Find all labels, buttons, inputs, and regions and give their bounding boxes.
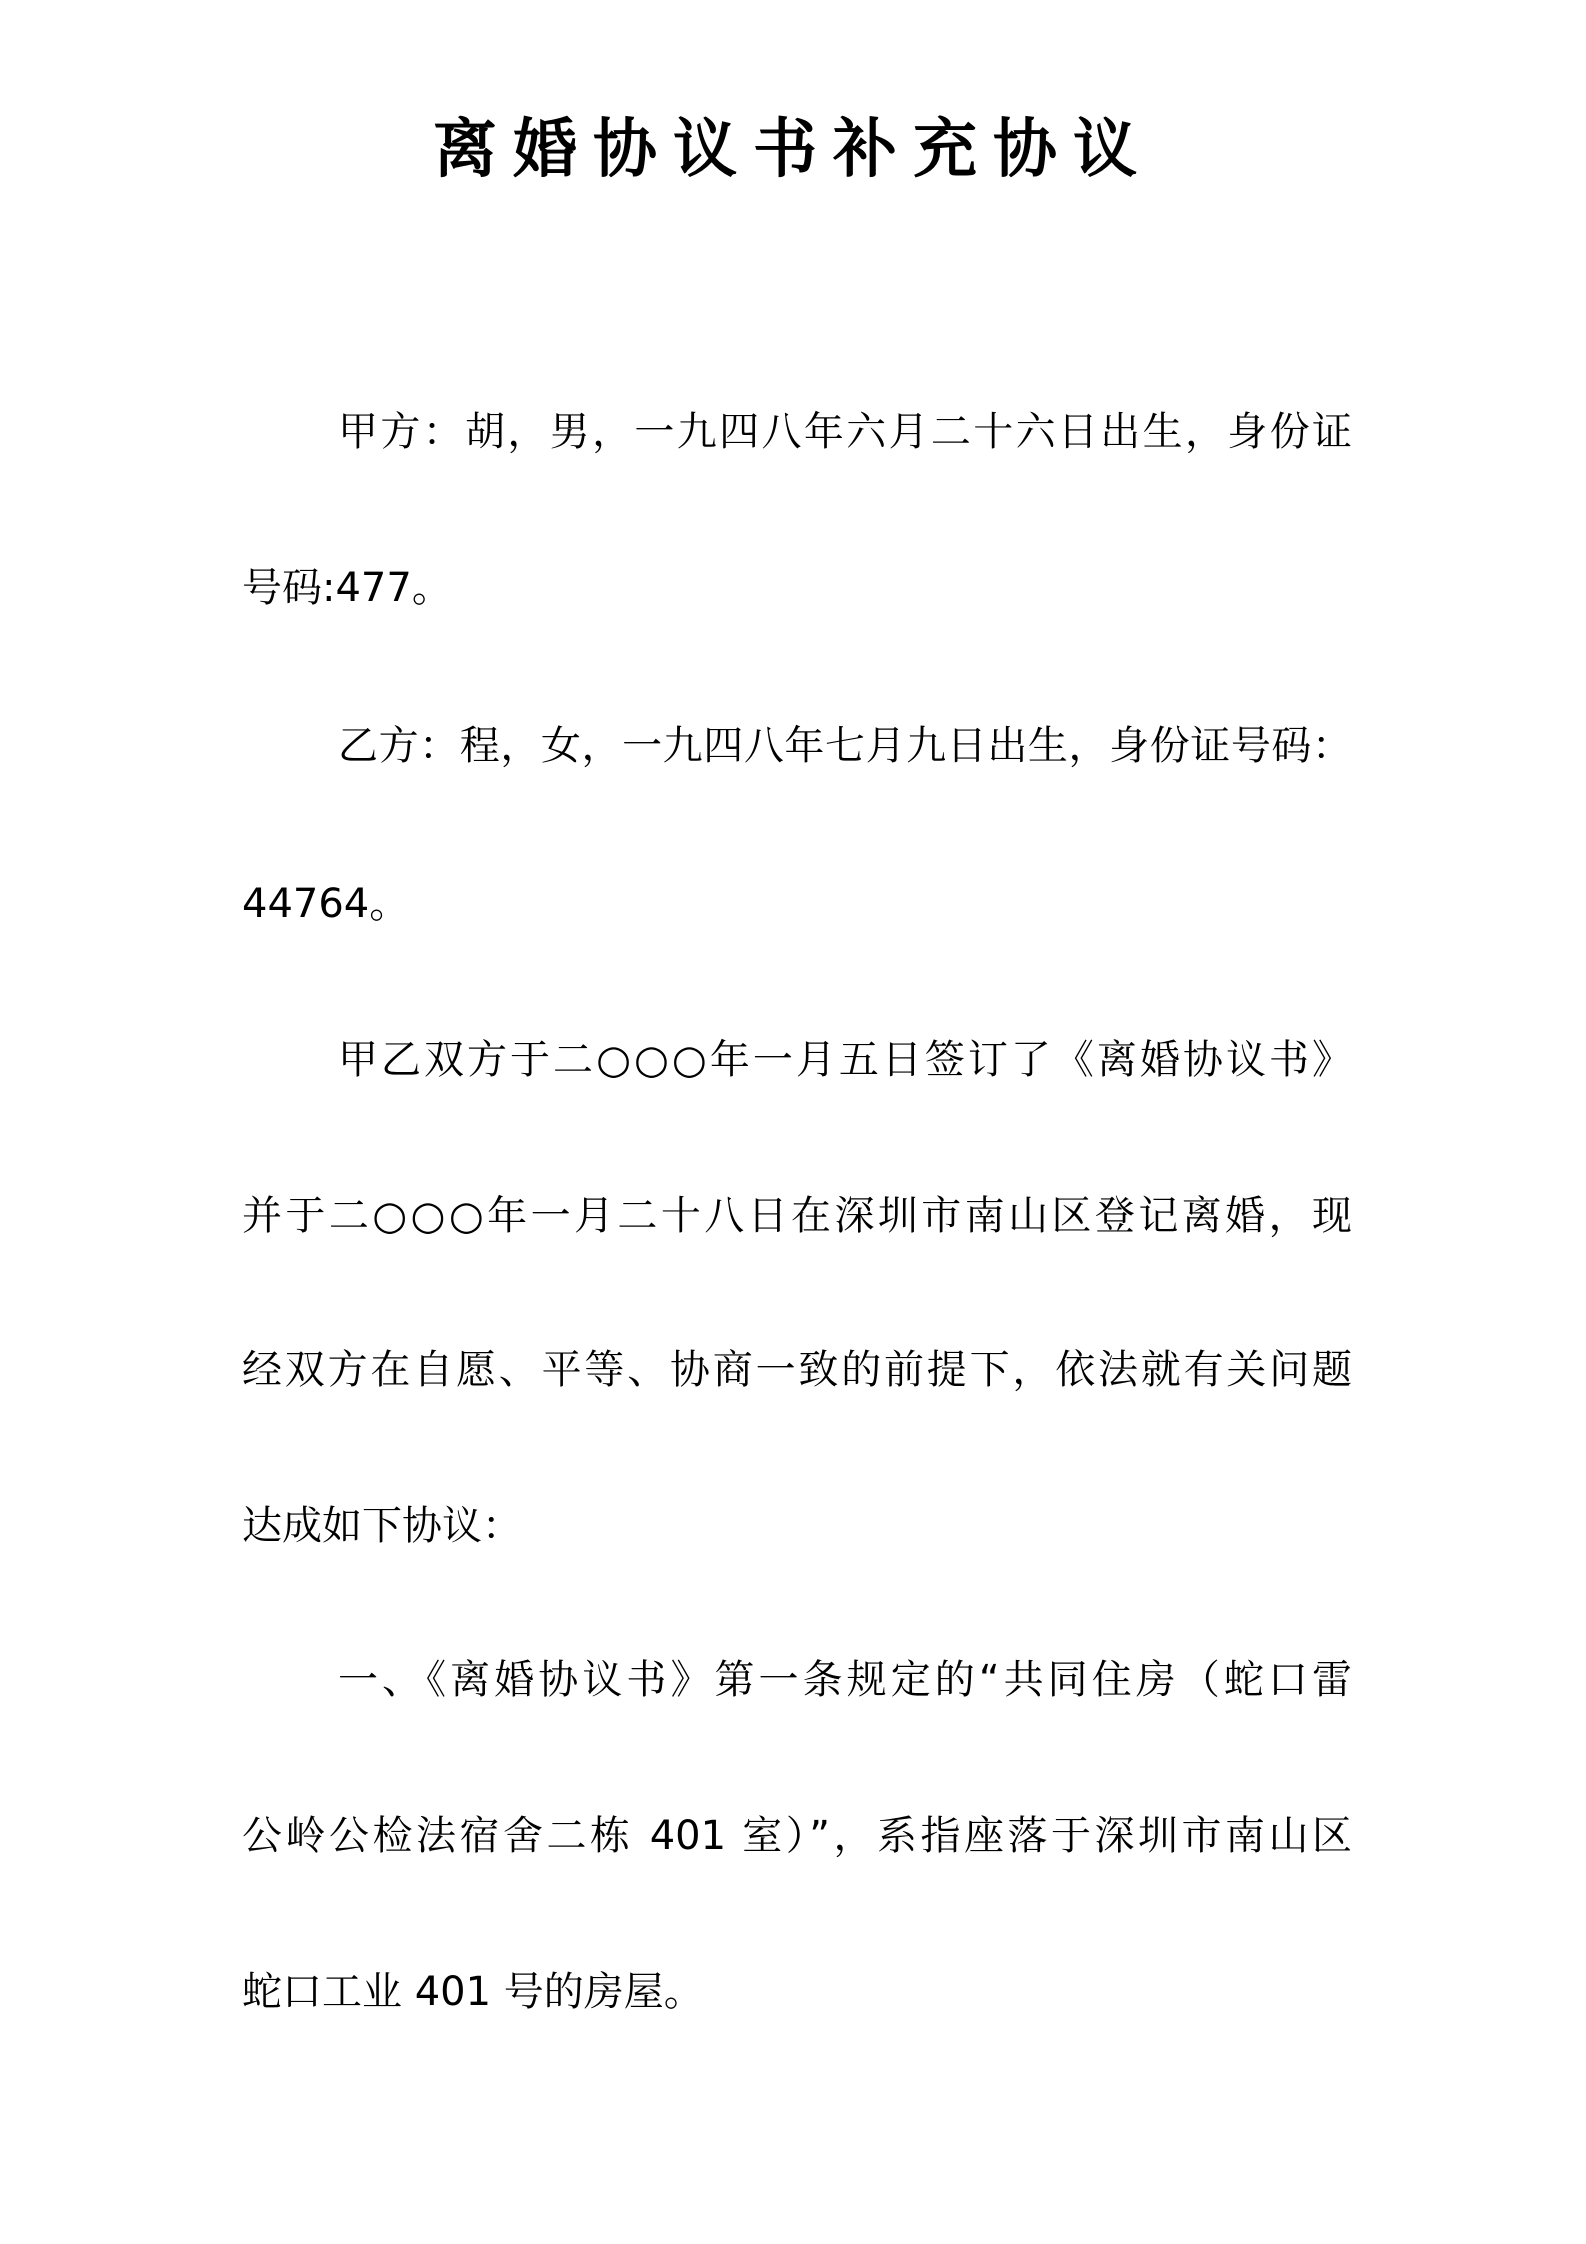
preamble-line-1: 甲乙双方于二○○○年一月五日签订了《离婚协议书》 (338, 1037, 1352, 1083)
document-title: 离婚协议书补充协议 (433, 113, 1153, 187)
clause-1-line-2: 公岭公检法宿舍二栋 401 室）”，系指座落于深圳市南山区 (242, 1813, 1352, 1859)
party-a-line-1: 甲方：胡，男，一九四八年六月二十六日出生，身份证 (338, 409, 1352, 455)
clause-1-line-3: 蛇口工业 401 号的房屋。 (242, 1969, 704, 2015)
party-a-line-2: 号码:477。 (242, 565, 452, 611)
party-b-line-1: 乙方：程，女，一九四八年七月九日出生，身份证号码： (338, 723, 1352, 769)
clause-1-line-1: 一、《离婚协议书》第一条规定的“共同住房（蛇口雷 (338, 1657, 1352, 1703)
preamble-line-3: 经双方在自愿、平等、协商一致的前提下，依法就有关问题 (242, 1347, 1352, 1393)
party-b-line-2: 44764。 (242, 881, 410, 927)
preamble-line-4: 达成如下协议： (242, 1503, 522, 1549)
preamble-line-2: 并于二○○○年一月二十八日在深圳市南山区登记离婚，现 (242, 1193, 1352, 1239)
